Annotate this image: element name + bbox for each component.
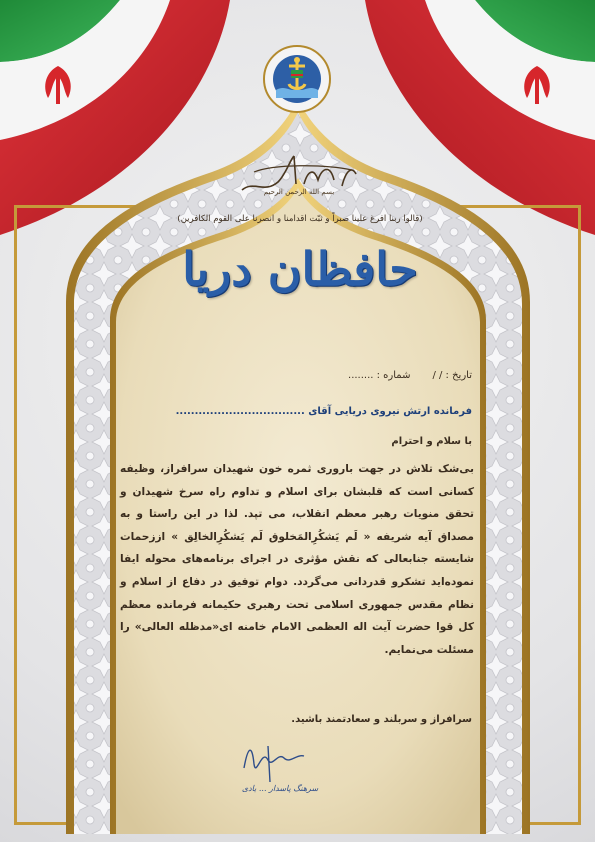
number-label: شماره : ........: [348, 370, 411, 381]
signature-scribble: [238, 738, 318, 784]
closing-line: سرافراز و سربلند و سعادتمند باشید.: [291, 714, 472, 725]
bismillah-calligraphy: [234, 150, 364, 198]
date-label: تاریخ : / /: [432, 370, 472, 381]
recipient-line: فرمانده ارتش نیروی دریایی آقای ..................................: [175, 406, 472, 417]
certificate-title: حافظان دریا: [182, 242, 418, 296]
date-number-row: [120, 370, 472, 381]
greeting: با سلام و احترام: [391, 436, 472, 447]
bismillah-text: بسم الله الرحمن الرحیم: [263, 188, 335, 196]
quran-verse: (قالوا ربنا افرغ علینا صبراً و ثبّت اقدامنا و انصرنا علی القوم الکافرین): [177, 214, 423, 224]
navy-emblem-icon: [262, 44, 332, 114]
signer-title: سرهنگ پاسدار ... یادی: [241, 784, 319, 793]
body-paragraph: بی‌شک تلاش در جهت باروری ثمره خون شهیدان سرافراز، وظیفه کسانی است که قلبشان برای اسلام و تداوم راه سرخ شهیدان و تحقق منویات رهبر معظم انقلاب، می تپد. لذا در این راستا و به مصداق آیه شریفه « لَم یَشکُرِالمَخلوق لَم یَشکُرِالخالِق » اززحمات شایسته جنابعالی که نقش مؤثری در اجرای برنامه‌های محوله ایفا نموده‌اید تشکرو قدردانی می‌گردد. دوام توفیق در دفاع از اسلام و نظام مقدس جمهوری اسلامی تحت رهبری حکیمانه فرمانده معظم کل قوا حضرت آیت اله العظمی الامام خامنه ای«مدظله العالی» را مسئلت می‌نمایم.: [120, 463, 474, 656]
